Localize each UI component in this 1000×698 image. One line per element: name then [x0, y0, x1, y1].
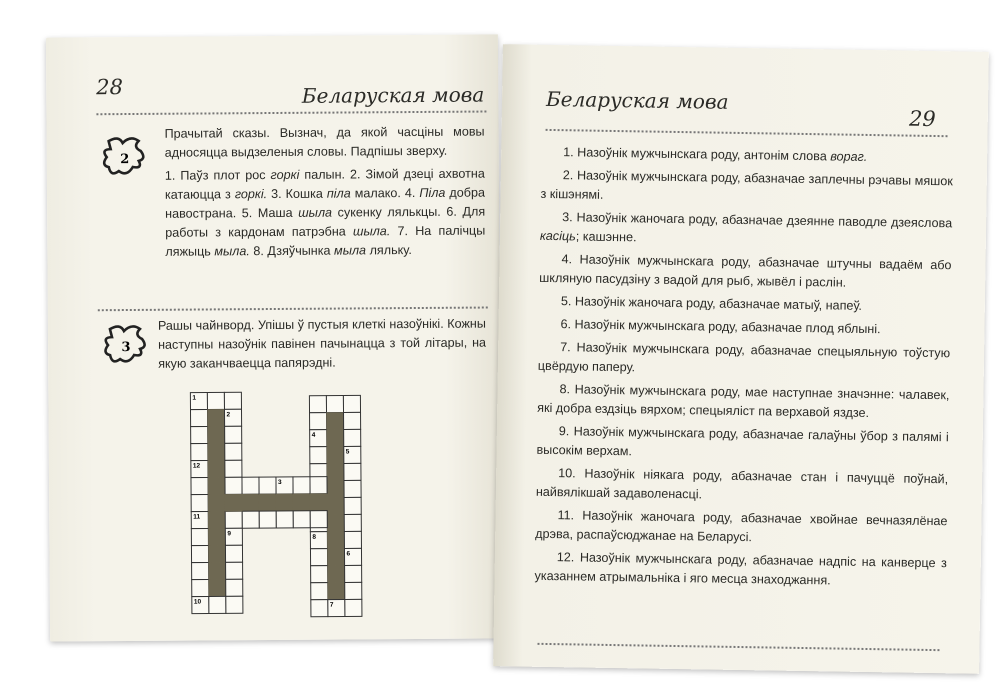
crossword-shaded-cell — [208, 511, 225, 528]
crossword-cell[interactable] — [311, 566, 328, 583]
clue-text: 4. Назоўнік мужчынскага роду, абазначае штучны вадаём або шкляную пасудзіну з вадой для рыб, жывёл і раслін. — [539, 252, 952, 290]
crossword-shaded-cell — [242, 494, 259, 511]
crossword-cell[interactable] — [344, 412, 361, 429]
crossword-clue-number: 2 — [226, 411, 231, 419]
crossword-clue-number: 12 — [192, 462, 201, 470]
clue-list — [534, 143, 953, 596]
sentence-text: малако. — [350, 186, 405, 201]
crossword-cell[interactable] — [310, 413, 327, 430]
crossword-shaded-cell — [259, 494, 276, 511]
crossword-shaded-cell — [327, 464, 344, 481]
crossword-shaded-cell — [208, 477, 225, 494]
crossword-cell[interactable] — [224, 392, 241, 409]
crossword-shaded-cell — [327, 549, 344, 566]
clue-item — [538, 338, 951, 382]
exercise-3-instruction: Рашы чайнворд. Упішы ў пустыя клеткі назоўнікі. Кожны наступны назоўнік павінен пачынацца з той літары, на якую заканчваецца папярэдні. — [157, 316, 487, 371]
crossword-shaded-cell — [209, 562, 226, 579]
clue-text: 10. Назоўнік ніякага роду, абазначае стан і пачуццё поўнай, найвялікшай задаволенасці. — [535, 466, 949, 502]
crossword-cell[interactable] — [276, 511, 293, 528]
crossword-shaded-cell — [208, 443, 225, 460]
crossword-clue-number: 8 — [312, 533, 317, 541]
sentence-text: 6. Для работы з кардонам патрэбна — [165, 204, 486, 240]
clue-item — [540, 208, 953, 252]
crossword-cell[interactable] — [293, 511, 310, 528]
crossword-cell[interactable] — [207, 392, 224, 409]
clue-text: 5. Назоўнік жаночага роду, абазначае матыў, напеў. — [560, 294, 863, 313]
highlighted-word: горкі — [270, 167, 300, 183]
page-number: 29 — [908, 106, 936, 132]
crossword-shaded-cell — [208, 460, 225, 477]
clue-item — [535, 506, 948, 550]
crossword-clue-number: 1 — [192, 394, 197, 402]
left-page — [46, 34, 502, 641]
crossword-shaded-cell — [207, 409, 224, 426]
sentence-text: 5. Маша — [241, 205, 299, 221]
sentence-text: палын. — [299, 167, 351, 182]
crossword-cell[interactable] — [225, 511, 242, 528]
sentence-text: 7. На палічцы ляжыць — [165, 223, 486, 259]
crossword-shaded-cell — [327, 515, 344, 532]
highlighted-word: шыла — [298, 205, 333, 220]
crossword-shaded-cell — [328, 566, 345, 583]
crossword-cell[interactable] — [344, 514, 361, 531]
crossword-cell[interactable] — [190, 409, 207, 426]
crossword-cell[interactable] — [343, 395, 360, 412]
crossword-cell[interactable] — [192, 579, 209, 596]
crossword-cell[interactable] — [225, 477, 242, 494]
crossword-cell[interactable] — [226, 579, 243, 596]
crossword-shaded-cell — [327, 532, 344, 549]
crossword-shaded-cell — [225, 494, 242, 511]
crossword-shaded-cell — [208, 528, 225, 545]
sentence-text: ляльку. — [365, 243, 412, 258]
page-header-title: Беларуская мова — [301, 82, 485, 108]
crossword-cell[interactable] — [310, 511, 327, 528]
crossword-grid — [46, 34, 502, 641]
divider — [537, 643, 939, 651]
exercise-2-instruction: Прачытай сказы. Вызнач, да якой часціны мовы адносяцца выдзеленыя словы. Падпішы зверху. — [164, 124, 485, 160]
crossword-cell[interactable] — [225, 460, 242, 477]
crossword-cell[interactable] — [344, 497, 361, 514]
crossword-shaded-cell — [208, 494, 225, 511]
clue-item — [539, 292, 951, 317]
svg-text:2: 2 — [120, 152, 130, 168]
crossword-cell[interactable] — [259, 511, 276, 528]
crossword-shaded-cell — [276, 494, 293, 511]
crossword-cell[interactable] — [311, 583, 328, 600]
clue-item — [536, 422, 949, 466]
svg-text:3: 3 — [121, 340, 131, 356]
crossword-shaded-cell — [327, 413, 344, 430]
crossword-cell[interactable] — [242, 511, 259, 528]
clue-item — [539, 250, 952, 294]
crossword-cell[interactable] — [191, 545, 208, 562]
crossword-shaded-cell — [327, 481, 344, 498]
sentence-text: 2. Зімой дзеці ахвотна катаюцца з — [164, 166, 485, 202]
crossword-shaded-cell — [293, 494, 310, 511]
crossword-shaded-cell — [208, 545, 225, 562]
divider — [546, 129, 948, 137]
page-header-title: Беларуская мова — [545, 86, 729, 114]
crossword-clue-number: 7 — [329, 601, 334, 609]
clue-text: ; кашэнне. — [575, 229, 637, 245]
crossword-cell[interactable] — [326, 396, 343, 413]
crossword-cell[interactable] — [259, 477, 276, 494]
crossword-cell[interactable] — [345, 599, 362, 616]
crossword-cell[interactable] — [310, 549, 327, 566]
clue-text: 1. Назоўнік мужчынскага роду, антонім слова — [563, 145, 831, 164]
clue-text: 12. Назоўнік мужчынскага роду, абазначае надпіс на канверце з указаннем атрымальніка і яго месца знаходжання. — [534, 550, 947, 588]
crossword-cell[interactable] — [225, 443, 242, 460]
crossword-cell[interactable] — [344, 463, 361, 480]
crossword-shaded-cell — [327, 447, 344, 464]
crossword-shaded-cell — [209, 579, 226, 596]
clue-text: 3. Назоўнік жаночага роду, абазначае дзеянне паводле дзеяслова — [562, 210, 953, 231]
sentence-text: 3. Кошка — [271, 186, 327, 202]
crossword-cell[interactable] — [344, 429, 361, 446]
crossword-clue-number: 3 — [277, 478, 282, 486]
highlighted-word: піла — [326, 186, 351, 201]
clue-item — [540, 166, 953, 210]
sentence-text: 8. Дзяўчынка — [253, 243, 335, 259]
crossword-shaded-cell — [327, 430, 344, 447]
sentence-text: добра навострана. — [165, 185, 486, 221]
crossword-cell[interactable] — [344, 531, 361, 548]
crossword-cell[interactable] — [209, 596, 226, 613]
crossword-cell[interactable] — [309, 396, 326, 413]
clue-item — [538, 315, 950, 340]
highlighted-word: мыла. — [214, 244, 250, 259]
clue-item — [534, 548, 947, 592]
clue-emphasis: вораг. — [830, 149, 868, 164]
highlighted-word: горкі. — [234, 187, 268, 202]
crossword-clue-number: 6 — [346, 550, 351, 558]
sentence-text: 1. Паўз плот рос — [164, 168, 271, 183]
crossword-cell[interactable] — [311, 600, 328, 617]
clue-item — [536, 464, 949, 508]
crossword-shaded-cell — [208, 426, 225, 443]
crossword-clue-number: 10 — [193, 598, 202, 606]
crossword-shaded-cell — [328, 583, 345, 600]
crossword-cell[interactable] — [191, 443, 208, 460]
clue-text: 2. Назоўнік мужчынскага роду, абазначае заплечны рэчавы мяшок з кішэнямі. — [540, 168, 953, 202]
crossword-cell[interactable] — [242, 477, 259, 494]
crossword-cell[interactable] — [191, 528, 208, 545]
page-number: 28 — [96, 75, 124, 100]
crossword-cell[interactable] — [225, 545, 242, 562]
crossword-cell[interactable] — [310, 477, 327, 494]
sentence-text: 4. — [404, 185, 420, 201]
crossword-cell[interactable] — [226, 596, 243, 613]
crossword-cell[interactable] — [345, 582, 362, 599]
clue-emphasis: касіць — [539, 228, 576, 244]
clue-text: 6. Назоўнік мужчынскага роду, абазначае плод яблыні. — [560, 317, 881, 337]
clue-item — [541, 143, 953, 168]
highlighted-word: мыла — [333, 243, 367, 258]
crossword-cell[interactable] — [225, 426, 242, 443]
clue-item — [537, 380, 950, 424]
crossword-cell[interactable] — [226, 562, 243, 579]
crossword-shaded-cell — [310, 494, 327, 511]
crossword-cell[interactable] — [345, 565, 362, 582]
crossword-clue-number: 11 — [193, 513, 201, 521]
crossword-cell[interactable] — [191, 477, 208, 494]
highlighted-word: Піла — [419, 185, 446, 200]
clue-text: 11. Назоўнік жаночага роду, абазначае хвойнае вечназялёнае дрэва, распаўсюджанае на Беларусі. — [535, 508, 948, 545]
sentence-text: сукенку лялькцы. — [331, 204, 447, 220]
clue-text: 8. Назоўнік мужчынскага роду, мае наступнае значэнне: чалавек, які добра ездзіць вярхом; спецыяліст па верхавой яздзе. — [537, 382, 950, 421]
crossword-shaded-cell — [327, 498, 344, 515]
crossword-cell[interactable] — [293, 477, 310, 494]
crossword-clue-number: 5 — [345, 448, 350, 456]
crossword-cell[interactable] — [344, 480, 361, 497]
right-page — [493, 44, 989, 674]
crossword-cell[interactable] — [192, 562, 209, 579]
crossword-cell[interactable] — [191, 494, 208, 511]
clue-text: 9. Назоўнік мужчынскага роду, абазначае галаўны ўбор з палямі і высокім верхам. — [536, 424, 949, 459]
crossword-clue-number: 4 — [311, 431, 316, 439]
crossword-clue-number: 9 — [227, 530, 232, 538]
crossword-cell[interactable] — [191, 426, 208, 443]
highlighted-word: шыла. — [352, 224, 391, 239]
crossword-cell[interactable] — [310, 447, 327, 464]
clue-text: 7. Назоўнік мужчынскага роду, абазначае спецыяльную тоўстую цвёрдую паперу. — [537, 340, 951, 375]
